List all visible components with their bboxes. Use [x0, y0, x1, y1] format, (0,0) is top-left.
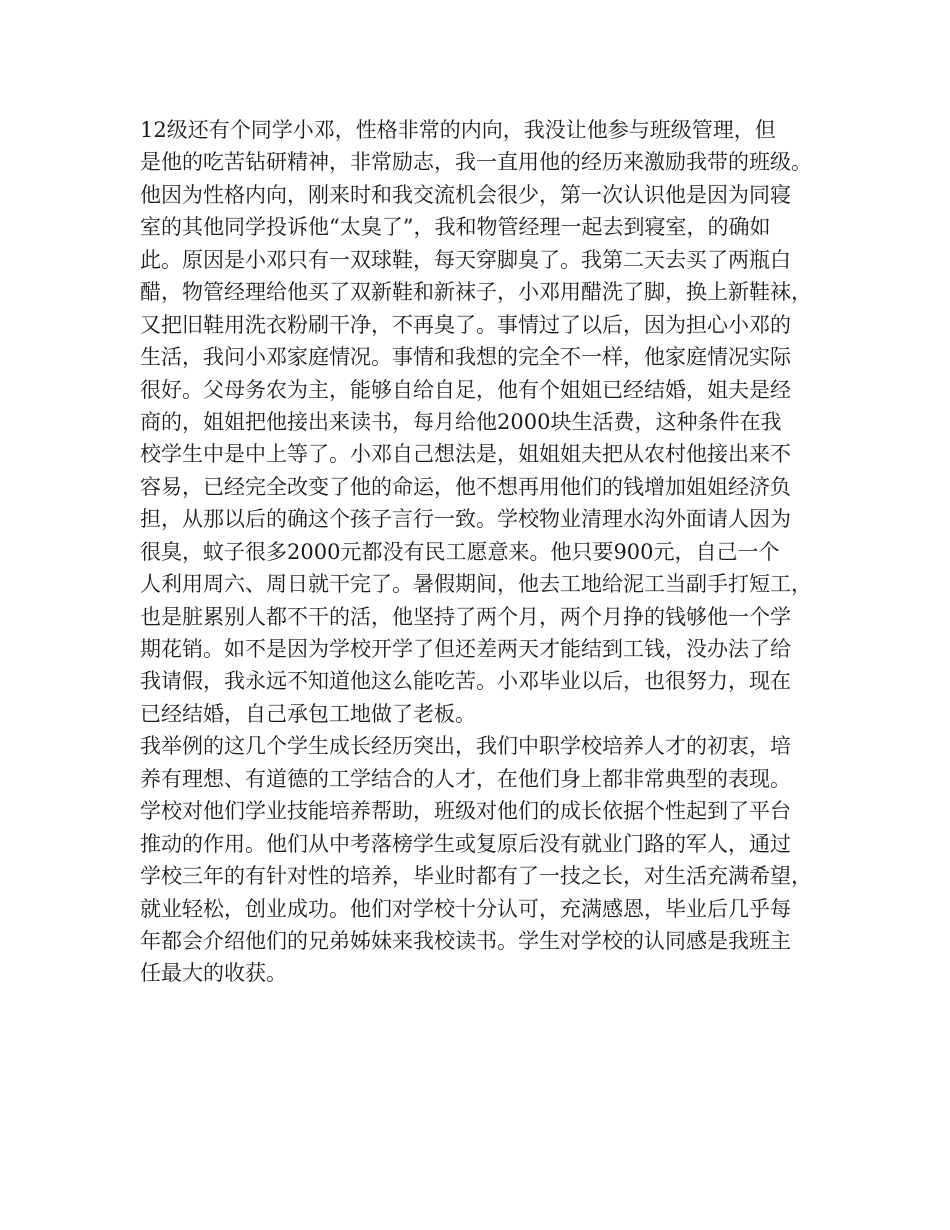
text-line: 12级还有个同学小邓，性格非常的内向，我没让他参与班级管理，但	[140, 118, 776, 142]
text-line: 我请假，我永远不知道他这么能吃苦。小邓毕业以后，也很努力，现在	[140, 669, 791, 694]
text-line: 任最大的收获。	[140, 961, 287, 986]
text-line: 我举例的这几个学生成长经历突出，我们中职学校培养人才的初衷，培	[140, 734, 791, 759]
text-line: 担，从那以后的确这个孩子言行一致。学校物业清理水沟外面请人因为	[140, 507, 791, 532]
text-line: 此。原因是小邓只有一双球鞋，每天穿脚臭了。我第二天去买了两瓶白	[140, 247, 791, 272]
text-line: 学校三年的有针对性的培养，毕业时都有了一技之长，对生活充满希望，	[140, 864, 812, 889]
text-line: 很好。父母务农为主，能够自给自足，他有个姐姐已经结婚，姐夫是经	[140, 377, 791, 402]
text-line: 又把旧鞋用洗衣粉刷干净，不再臭了。事情过了以后，因为担心小邓的	[140, 312, 791, 337]
text-line: 养有理想、有道德的工学结合的人才，在他们身上都非常典型的表现。	[140, 766, 791, 791]
text-line: 人利用周六、周日就干完了。暑假期间，他去工地给泥工当副手打短工，	[140, 572, 812, 597]
text-line: 他因为性格内向，刚来时和我交流机会很少，第一次认识他是因为同寝	[140, 182, 791, 207]
text-line: 推动的作用。他们从中考落榜学生或复原后没有就业门路的军人，通过	[140, 831, 791, 856]
text-line: 学校对他们学业技能培养帮助，班级对他们的成长依据个性起到了平台	[140, 799, 791, 824]
text-line: 校学生中是中上等了。小邓自己想法是，姐姐姐夫把从农村他接出来不	[140, 442, 791, 467]
text-line: 已经结婚，自己承包工地做了老板。	[140, 701, 476, 726]
text-line: 商的，姐姐把他接出来读书，每月给他2000块生活费，这种条件在我	[140, 409, 782, 434]
text-line: 很臭，蚊子很多2000元都没有民工愿意来。他只要900元，自己一个	[140, 539, 780, 564]
document-body	[140, 114, 812, 990]
text-line: 室的其他同学投诉他“太臭了”，我和物管经理一起去到寝室，的确如	[140, 215, 771, 240]
text-line: 就业轻松，创业成功。他们对学校十分认可，充满感恩，毕业后几乎每	[140, 896, 791, 921]
text-line: 期花销。如不是因为学校开学了但还差两天才能结到工钱，没办法了给	[140, 637, 791, 661]
text-line: 醋，物管经理给他买了双新鞋和新袜子，小邓用醋洗了脚，换上新鞋袜，	[140, 280, 812, 305]
text-line: 年都会介绍他们的兄弟姊妹来我校读书。学生对学校的认同感是我班主	[140, 928, 791, 953]
text-line: 也是脏累别人都不干的活，他坚持了两个月，两个月挣的钱够他一个学	[140, 604, 791, 629]
text-line: 容易，已经完全改变了他的命运，他不想再用他们的钱增加姐姐经济负	[140, 474, 791, 499]
text-line: 是他的吃苦钻研精神，非常励志，我一直用他的经历来激励我带的班级。	[140, 150, 812, 175]
text-line: 生活，我问小邓家庭情况。事情和我想的完全不一样，他家庭情况实际	[140, 345, 791, 370]
